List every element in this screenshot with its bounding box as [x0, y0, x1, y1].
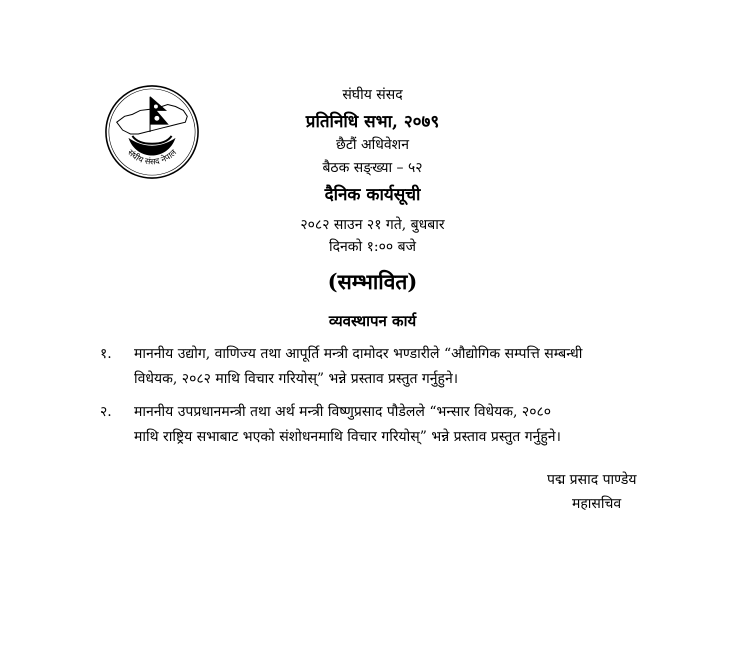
parliament-emblem-icon: [103, 83, 201, 181]
agenda-item-line: माननीय उद्योग, वाणिज्य तथा आपूर्ति मन्त्री दामोदर भण्डारीले “औद्योगिक सम्पत्ति सम्बन्धी: [134, 346, 583, 362]
emblem-text: संघीय संसद नेपाल: [125, 147, 179, 167]
agenda-item-line: माथि राष्ट्रिय सभाबाट भएको संशोधनमाथि विचार गरियोस्” भन्ने प्रस्ताव प्रस्तुत गर्नुहुने।: [134, 429, 561, 445]
agenda-item-line: विधेयक, २०८२ माथि विचार गरियोस्” भन्ने प्रस्ताव प्रस्तुत गर्नुहुने।: [134, 371, 459, 387]
emblem-graphic: [103, 83, 201, 181]
agenda-item-text: [134, 400, 660, 450]
agenda-item: [100, 400, 660, 452]
header-line-parliament: संघीय संसद: [342, 87, 403, 103]
status-label: (सम्भावित): [327, 269, 418, 294]
agenda-item: [100, 342, 660, 394]
header-line-house: प्रतिनिधि सभा, २०७९: [305, 112, 440, 132]
agenda-item-number: १.: [100, 346, 112, 362]
signatory-title: महासचिव: [572, 496, 622, 512]
header-line-date: २०८२ साउन २१ गते, बुधबार: [300, 217, 445, 233]
agenda-item-text: [134, 342, 660, 392]
header-line-meeting-number: बैठक सङ्ख्या – ५२: [322, 160, 423, 176]
agenda-item-number: २.: [100, 404, 112, 420]
section-title: व्यवस्थापन कार्य: [328, 312, 417, 330]
agenda-item-line: माननीय उपप्रधानमन्त्री तथा अर्थ मन्त्री विष्णुप्रसाद पौडेलले “भन्सार विधेयक, २०८०: [134, 404, 552, 420]
header-line-time: दिनको १:०० बजे: [328, 239, 417, 255]
header-line-session: छैटौं अधिवेशन: [336, 137, 409, 153]
signatory-name: पद्म प्रसाद पाण्डेय: [547, 472, 637, 488]
page-title: दैनिक कार्यसूची: [324, 185, 421, 205]
